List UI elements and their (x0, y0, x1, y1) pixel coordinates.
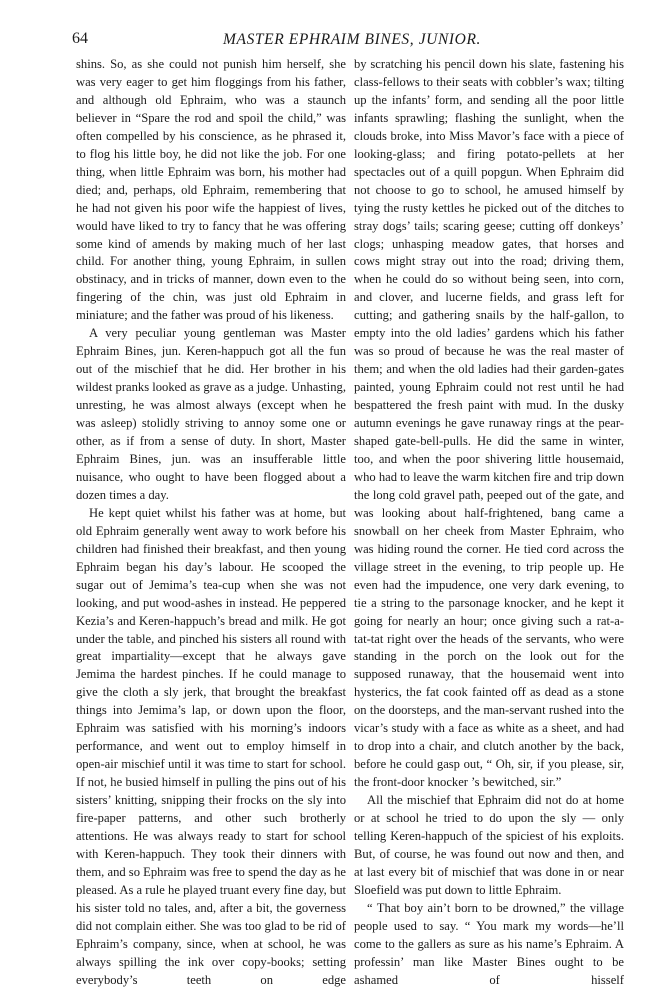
paragraph: A very peculiar young gentleman was Master Ephraim Bines, jun. Keren-happuch got all the fun out of the mischief that he did. Her brother in his wildest pranks looked as grave as a judge. Unhasting, unresting, he was almost always (except when he was asleep) stolidly striving to annoy some one or other, as if from a sense of duty. In short, Master Ephraim Bines, jun. was an insufferable little nuisance, who ought to have been flogged about a dozen times a day. (76, 326, 347, 502)
paragraph: “ That boy ain’t born to be drowned,” the village people used to say. “ You mark my words—he’ll come to the gallers as sure as his name’s Ephraim. A professin’ man like Master Bines ought to be ashamed of hisself (354, 900, 624, 987)
paragraph: All the mischief that Ephraim did not do at home or at school he tried to do upon the sly — only telling Keren-happuch of the spiciest of his exploits. But, of course, he was found out now and then, and at last every bit of mischief that was done in or near Sloefield was put down to little Ephraim. (354, 793, 624, 897)
page-number: 64 (72, 30, 88, 47)
paragraph: shins. So, as she could not punish him herself, she was very eager to get him floggings from his father, and although old Ephraim, who was a staunch believer in “Spare the rod and spoil the child,” was often compelled by his conscience, as he phrased it, to flog his little boy, he did not like the job. For one thing, when little Ephraim was born, his mother had died; and, perhaps, old Ephraim, remembering that he had not given his poor wife the happiest of lives, would have liked to try to fancy that he was offering some kind of amends by making much of her last child. For another thing, young Ephraim, in sullen obstinacy, and in tricks of manner, down even to the fingering of the chin, was just old Ephraim in miniature; and the father was proud of his likeness. (76, 57, 346, 323)
running-title: MASTER EPHRAIM BINES, JUNIOR. (222, 31, 482, 48)
paragraph: by scratching his pencil down his slate, fastening his class-fellows to their seats with cobbler’s wax; tilting up the infants’ form, and sending all the poor little infants sprawling; flashing the sunlight, when the clouds broke, into Miss Mavor’s face with a piece of looking-glass; and firing potato-pellets at her spectacles out of a quill popgun. When Ephraim did not choose to go to school, he amused himself by tying the rusty kettles he picked out of the ditches to stray dogs’ tails; scaring geese; cutting off donkeys’ clogs; unhasping meadow gates, that horses and cows might stray out into the road; driving them, when he could do so without being seen, into corn, and clover, and lucerne fields, and grass left for cutting; and gathering snails by the half-gallon, to empty into the old ladies’ gardens which his father was so proud of because he was the real master of them; and when the old ladies had their garden-gates painted, young Ephraim could not rest until he had bespattered the fresh paint with mud. In the dusky autumn evenings he gave runaway rings at the pear-shaped gate-bell-pulls. He did the same in winter, too, and when the poor shivering little housemaid, who had to leave the warm kitchen fire and trip down the long cold gravel path, peeped out of the gate, and was looking about half-frightened, bang came a snowball on her cheek from Master Ephraim, who was hiding round the corner. He tied cord across the village street in the evening, to trip people up. He even had the impudence, one very dark evening, to tie a string to the parsonage knocker, and he kept it going for nearly an hour; once giving such a rat-a-tat-tat right over the heads of the servants, who were standing in the porch on the look out for the supposed runaway, that the housemaid went into hysterics, the fat cook fainted off as dead as a stone on the doorsteps, and the man-servant rushed into the vicar’s study with a face as white as a sheet, and had to drop into a chair, and clutch another by the back, before he could gasp out, “ Oh, sir, if you please, sir, the front-door knocker ’s bewitched, sir.” (354, 57, 624, 790)
paragraph: He kept quiet whilst his father was at home, but old Ephraim generally went away to work before his children had finished their breakfast, and then young Ephraim began his day’s labour. He scooped the sugar out of Jemima’s tea-cup when she was not looking, and put wood-ashes in instead. He peppered Kezia’s and Keren-happuch’s bread and milk. He got under the table, and pinched his sisters all round with great impartiality—except that he always gave Jemima the hardest pinches. If he could manage to give the cloth a sly jerk, that brought the breakfast things into Jemima’s lap, or down upon the floor, Ephraim was satisfied with his morning’s indoors performance, and went out to employ himself in open-air mischief until it was time to start for school. If not, he busied himself in pulling the pins out of his sisters’ knitting, snipping their frocks on the sly into fire-paper patterns, and other such brotherly attentions. He was always ready to start for school with Keren-happuch. They took their dinners with them, and so Ephraim was free to spend the day as he pleased. As a rule he played truant every fine day, but his sister told no tales, and, after a bit, the governess did not complain either. She was too glad to be rid of Ephraim’s company, since, when at school, he was always spilling the ink over copy-books; setting everybody’s teeth on edge (76, 505, 346, 987)
left-column (76, 56, 346, 990)
page-header (72, 30, 632, 54)
right-column (354, 56, 624, 990)
